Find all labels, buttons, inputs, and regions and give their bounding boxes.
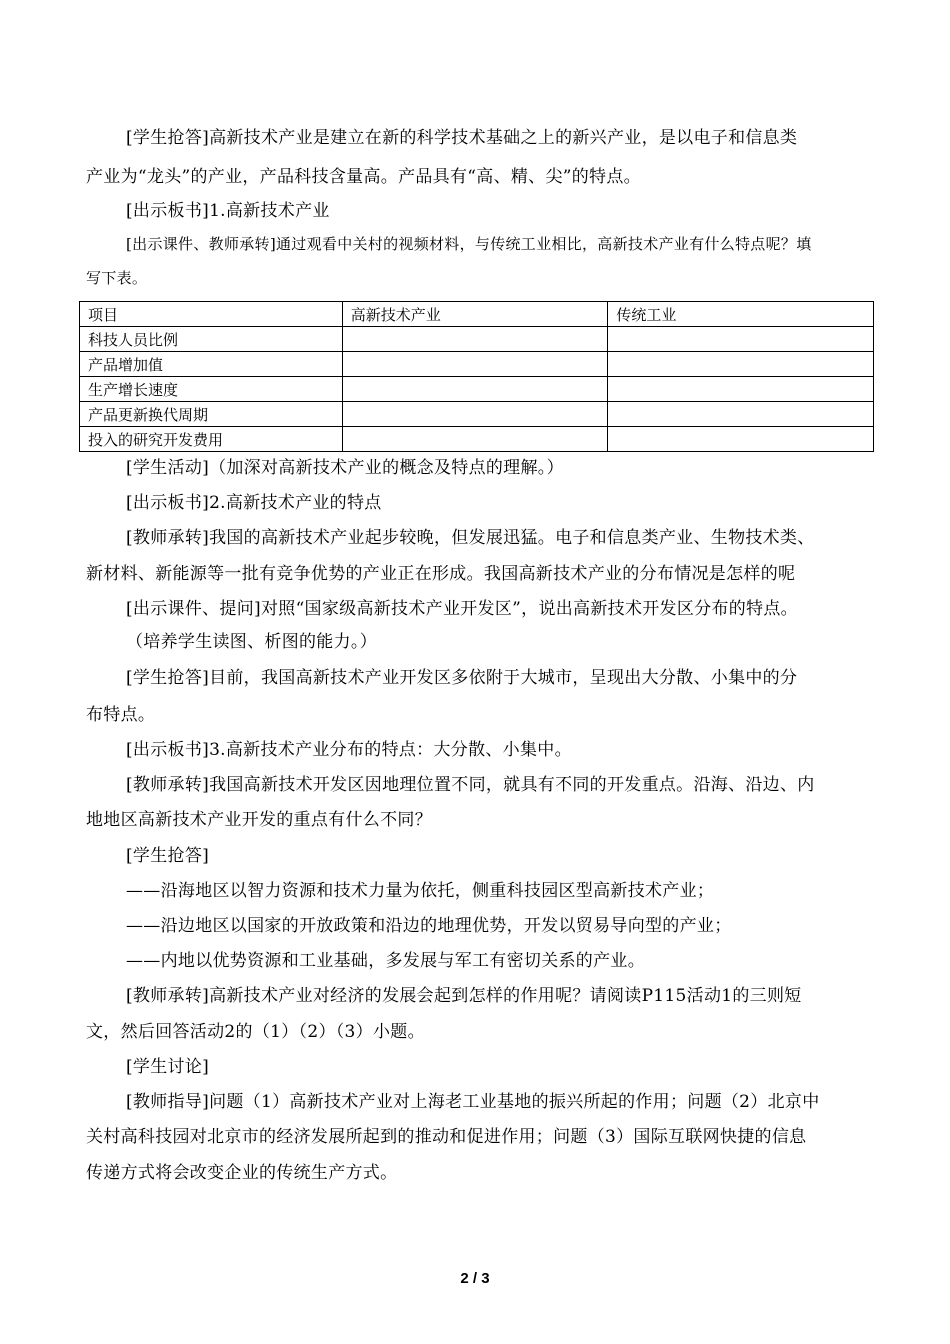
- paragraph-line: [学生活动]（加深对高新技术产业的概念及特点的理解。）: [126, 458, 564, 478]
- paragraph-line: 关村高科技园对北京市的经济发展所起到的推动和促进作用；问题（3）国际互联网快捷的信息: [86, 1127, 807, 1147]
- paragraph-line: [教师承转]我国高新技术开发区因地理位置不同，就具有不同的开发重点。沿海、沿边、内: [126, 775, 815, 795]
- paragraph-line: ——沿海地区以智力资源和技术力量为依托，侧重科技园区型高新技术产业；: [126, 881, 715, 901]
- paragraph-line: [教师承转]高新技术产业对经济的发展会起到怎样的作用呢？请阅读P115活动1的三则短: [126, 986, 802, 1006]
- table-row: [80, 427, 874, 452]
- table-cell: [608, 402, 874, 427]
- paragraph-line: ——内地以优势资源和工业基础，多发展与军工有密切关系的产业。: [126, 951, 645, 971]
- table-cell: 科技人员比例: [80, 327, 343, 352]
- paragraph-line: [出示课件、教师承转]通过观看中关村的视频材料，与传统工业相比，高新技术产业有什么特点呢？填: [126, 235, 812, 253]
- table-header-row: [80, 302, 874, 327]
- table-cell: 产品更新换代周期: [80, 402, 343, 427]
- paragraph-line: [学生抢答]目前，我国高新技术产业开发区多依附于大城市，呈现出大分散、小集中的分: [126, 668, 798, 688]
- table-cell: [608, 377, 874, 402]
- paragraph-line: 传递方式将会改变企业的传统生产方式。: [86, 1163, 398, 1183]
- table-cell: 投入的研究开发费用: [80, 427, 343, 452]
- page-number: 2 / 3: [460, 1270, 490, 1287]
- paragraph-line: 写下表。: [86, 269, 148, 287]
- paragraph-line: [出示课件、提问]对照“国家级高新技术产业开发区”，说出高新技术开发区分布的特点。: [126, 599, 798, 619]
- paragraph-line: 布特点。: [86, 705, 156, 725]
- paragraph-line: [教师承转]我国的高新技术产业起步较晚，但发展迅猛。电子和信息类产业、生物技术类、: [126, 528, 815, 548]
- paragraph-line: [出示板书]3.高新技术产业分布的特点：大分散、小集中。: [126, 740, 572, 760]
- table-row: [80, 327, 874, 352]
- table-cell: 产品增加值: [80, 352, 343, 377]
- table-row: [80, 377, 874, 402]
- paragraph-line: ——沿边地区以国家的开放政策和沿边的地理优势，开发以贸易导向型的产业；: [126, 916, 732, 936]
- paragraph-line: [出示板书]1.高新技术产业: [126, 201, 330, 221]
- table-cell: [342, 327, 608, 352]
- table-cell: [608, 327, 874, 352]
- table-row: [80, 402, 874, 427]
- table-row: [80, 352, 874, 377]
- paragraph-line: [学生抢答]高新技术产业是建立在新的科学技术基础之上的新兴产业，是以电子和信息类: [126, 128, 798, 148]
- paragraph-line: 新材料、新能源等一批有竞争优势的产业正在形成。我国高新技术产业的分布情况是怎样的呢: [86, 564, 796, 584]
- paragraph-line: [出示板书]2.高新技术产业的特点: [126, 493, 382, 513]
- table-header-cell: 项目: [80, 302, 343, 327]
- table-cell: [342, 352, 608, 377]
- table-cell: [342, 402, 608, 427]
- table-header-cell: 高新技术产业: [342, 302, 608, 327]
- table-cell: [608, 427, 874, 452]
- paragraph-line: 地地区高新技术产业开发的重点有什么不同？: [86, 810, 432, 830]
- table-cell: 生产增长速度: [80, 377, 343, 402]
- paragraph-line: 文，然后回答活动2的（1）（2）（3）小题。: [86, 1022, 425, 1042]
- paragraph-line: 产业为“龙头”的产业，产品科技含量高。产品具有“高、精、尖”的特点。: [86, 167, 641, 187]
- paragraph-line: [教师指导]问题（1）高新技术产业对上海老工业基地的振兴所起的作用；问题（2）北京中: [126, 1092, 820, 1112]
- paragraph-line: （培养学生读图、析图的能力。）: [126, 632, 377, 652]
- table-header-cell: 传统工业: [608, 302, 874, 327]
- paragraph-line: [学生抢答]: [126, 846, 210, 866]
- table-cell: [342, 427, 608, 452]
- table-cell: [342, 377, 608, 402]
- comparison-table: [79, 301, 874, 452]
- table-cell: [608, 352, 874, 377]
- paragraph-line: [学生讨论]: [126, 1057, 210, 1077]
